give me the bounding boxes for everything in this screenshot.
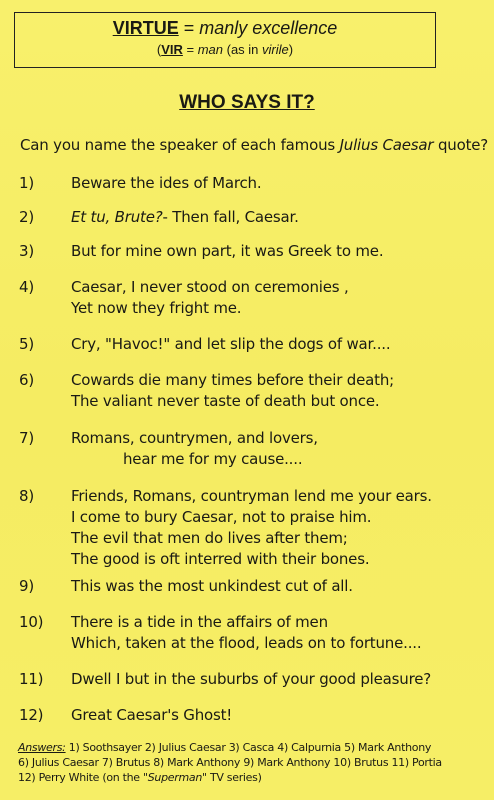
quote-number: 4)	[19, 278, 34, 296]
quote-line: Great Caesar's Ghost!	[71, 706, 233, 724]
quote-number: 10)	[19, 613, 44, 631]
quote-number: 6)	[19, 371, 34, 389]
quote-line: Romans, countrymen, and lovers,	[71, 429, 318, 447]
quote-line: But for mine own part, it was Greek to me.	[71, 242, 384, 260]
quote-line: Cowards die many times before their death;	[71, 371, 394, 389]
quote-number: 3)	[19, 242, 34, 260]
quote-number: 5)	[19, 335, 34, 353]
quote-line: Friends, Romans, countryman lend me your ears.	[71, 487, 432, 505]
virtue-line: VIRTUE = manly excellence	[112, 18, 338, 38]
quote-number: 9)	[19, 577, 34, 595]
quote-line: The valiant never taste of death but once.	[71, 392, 380, 410]
quote-number: 7)	[19, 429, 34, 447]
quote-line: There is a tide in the affairs of men	[71, 613, 328, 631]
quote-number: 11)	[19, 670, 44, 688]
virtue-word: VIRTUE	[112, 18, 179, 38]
quote-line: Beware the ides of March.	[71, 174, 262, 192]
quote-line: I come to bury Caesar, not to praise him.	[71, 508, 372, 526]
answer-line: Answers: 1) Soothsayer 2) Julius Caesar 3) Casca 4) Calpurnia 5) Mark Anthony	[18, 741, 432, 754]
quote-number: 1)	[19, 174, 34, 192]
quote-line: The evil that men do lives after them;	[71, 529, 348, 547]
answer-line: 6) Julius Caesar 7) Brutus 8) Mark Anthony 9) Mark Anthony 10) Brutus 11) Portia	[18, 756, 442, 769]
vir-root: VIR	[161, 42, 183, 57]
quote-line: Cry, "Havoc!" and let slip the dogs of war....	[71, 335, 391, 353]
quote-number: 2)	[19, 208, 34, 226]
virtue-definition: manly excellence	[199, 18, 338, 38]
quote-number: 8)	[19, 487, 34, 505]
quote-line: Yet now they fright me.	[71, 299, 242, 317]
bleed-through-text	[440, 30, 446, 56]
vir-root-line: (VIR = man (as in virile)	[156, 42, 294, 57]
answers-label: Answers:	[18, 741, 66, 754]
quote-line: hear me for my cause....	[123, 450, 303, 468]
quote-line: This was the most unkindest cut of all.	[71, 577, 353, 595]
intro-text: Can you name the speaker of each famous Julius Caesar quote?	[20, 136, 489, 154]
answer-key	[18, 740, 488, 785]
quote-line: Et tu, Brute?- Then fall, Caesar.	[71, 208, 299, 226]
quote-line: Dwell I but in the suburbs of your good pleasure?	[71, 670, 432, 688]
answer-line: 12) Perry White (on the "Superman" TV series)	[18, 771, 262, 784]
quote-number: 12)	[19, 706, 44, 724]
quote-line: The good is oft interred with their bones.	[71, 550, 370, 568]
page-title: WHO SAYS IT?	[179, 92, 315, 113]
play-title: Julius Caesar	[339, 136, 434, 154]
quote-line: Caesar, I never stood on ceremonies ,	[71, 278, 349, 296]
virtue-definition-box	[14, 12, 436, 68]
quote-line: Which, taken at the flood, leads on to fortune....	[71, 634, 422, 652]
